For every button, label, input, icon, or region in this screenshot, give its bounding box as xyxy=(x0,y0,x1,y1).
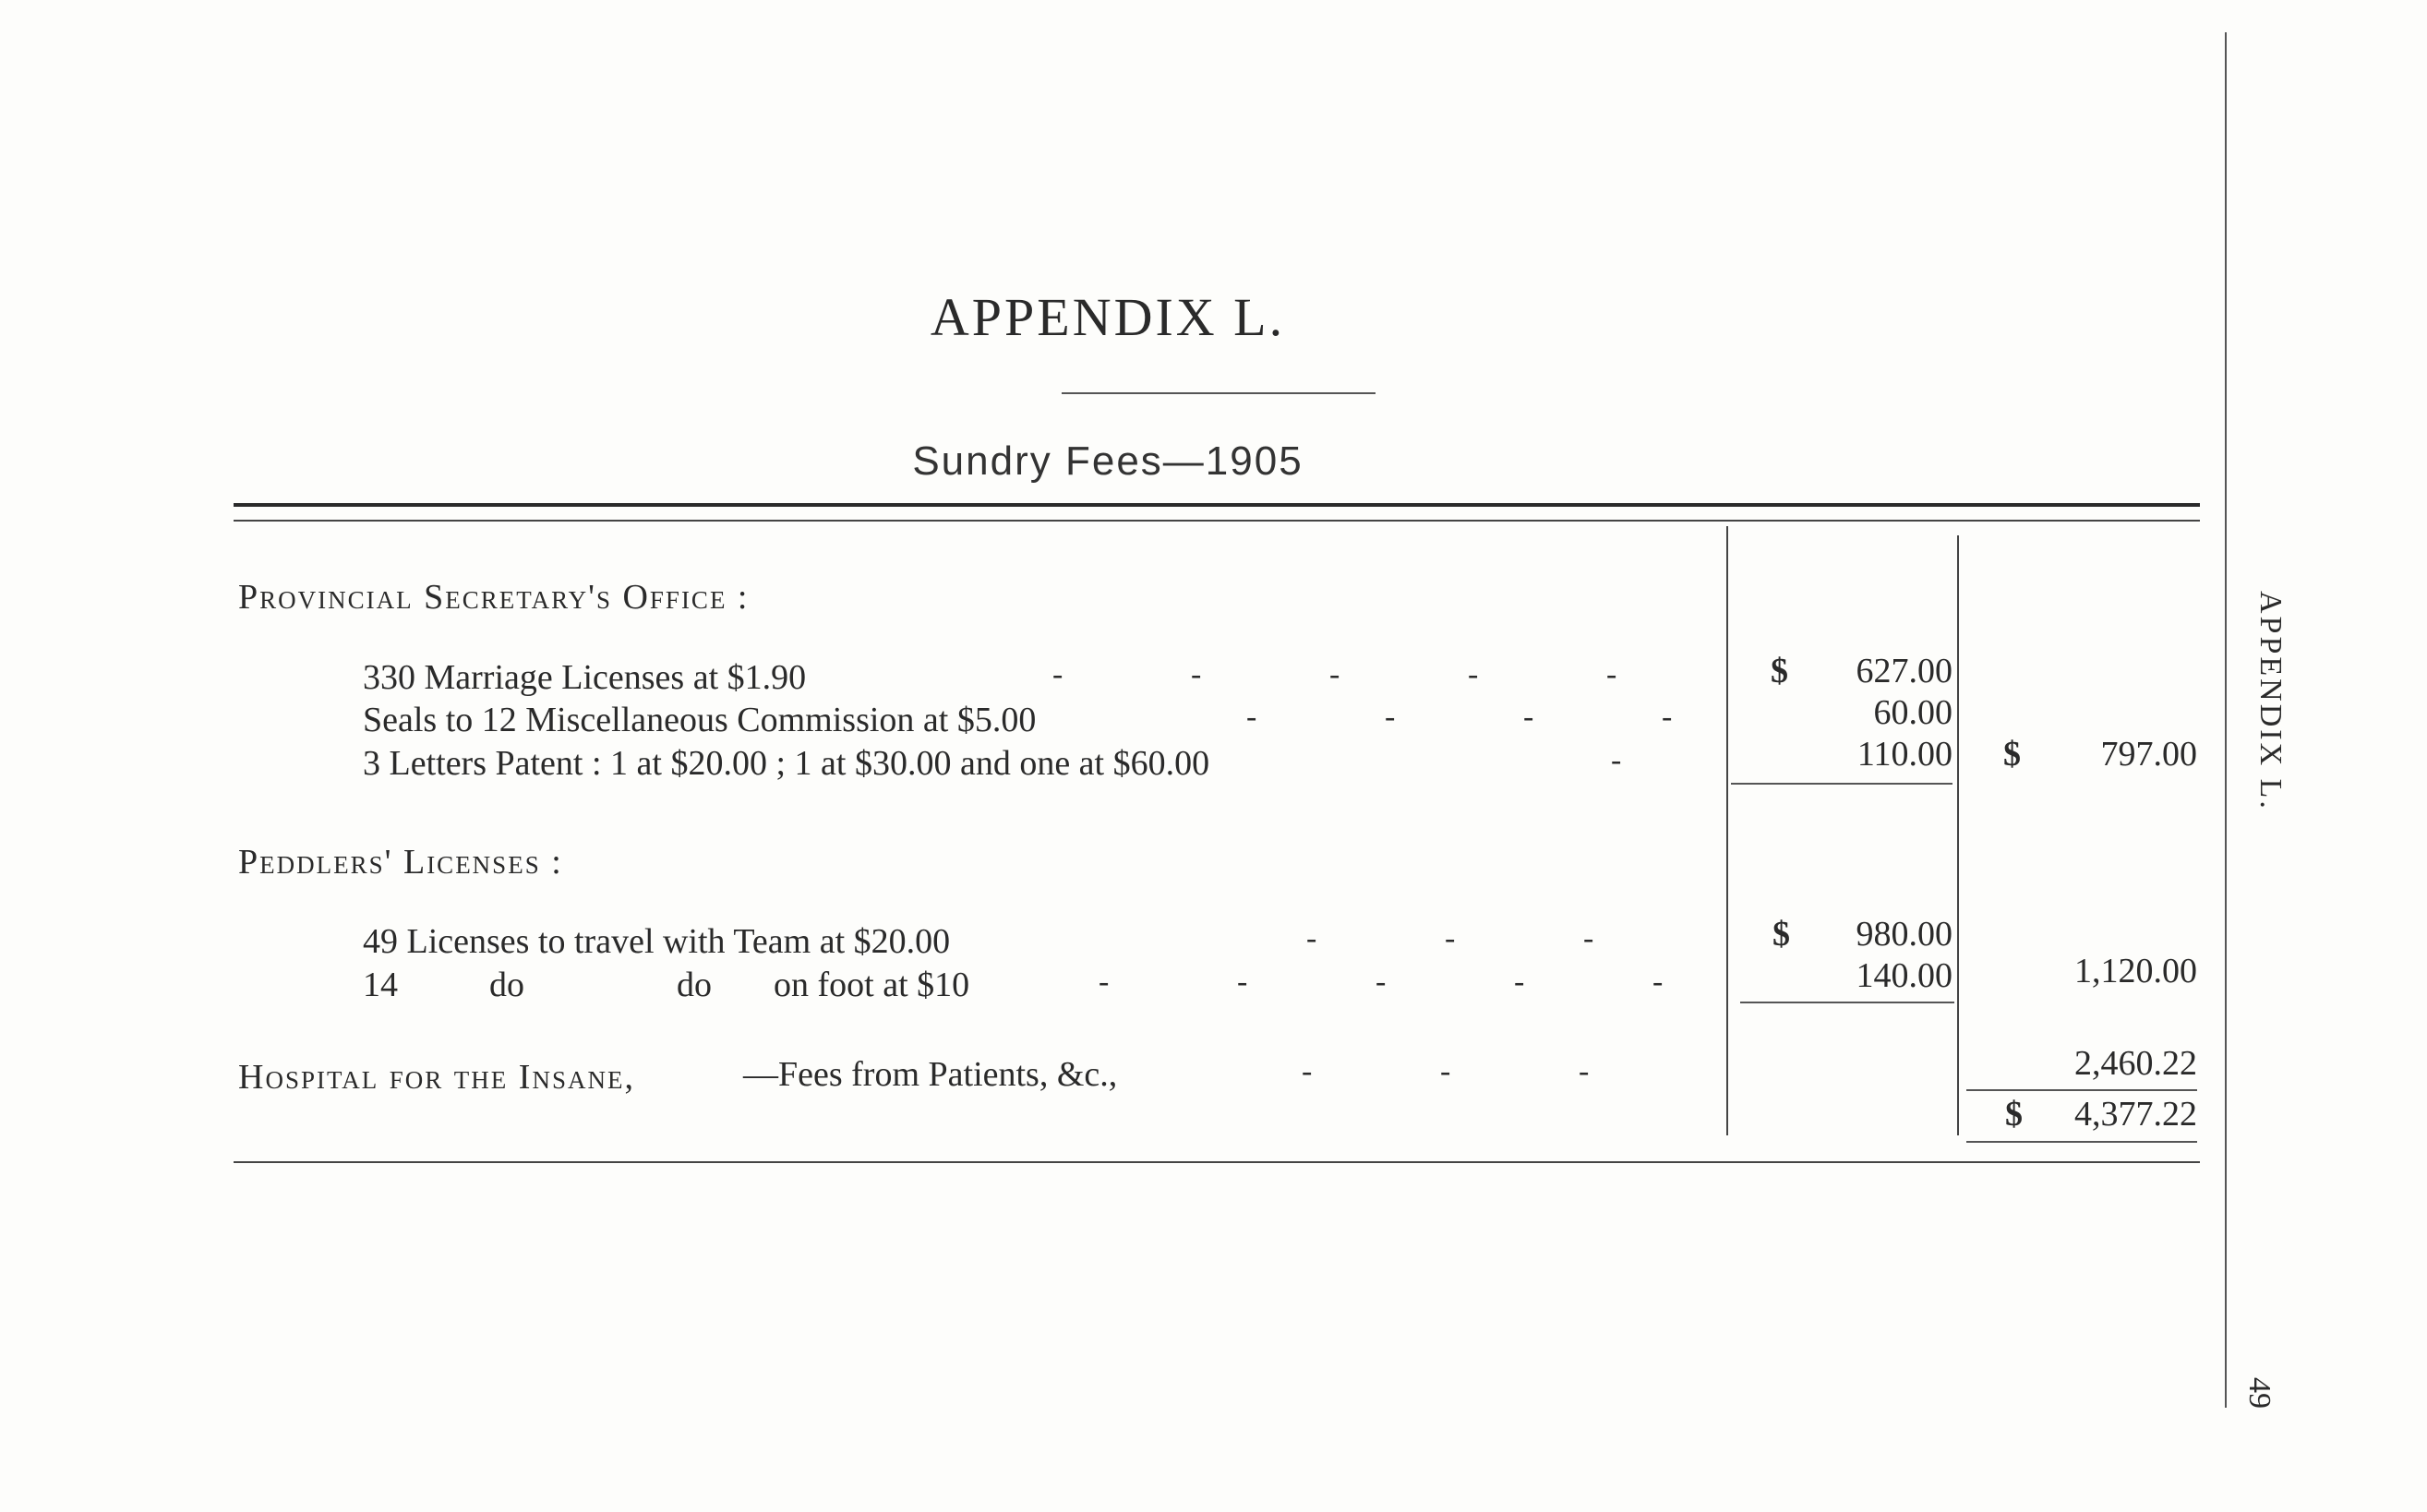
leader-dash: - xyxy=(1440,1054,1451,1088)
title-divider xyxy=(1062,392,1376,394)
line-item-label: —Fees from Patients, &c., xyxy=(743,1055,1118,1094)
section-heading-peddlers: Peddlers' Licenses : xyxy=(238,843,563,882)
line-item-label: 330 Marriage Licenses at $1.90 xyxy=(363,658,807,697)
line-item-count: 14 xyxy=(363,966,398,1004)
table-top-rule-thin xyxy=(234,520,2200,522)
currency-symbol: $ xyxy=(2003,735,2021,774)
leader-dash: - xyxy=(1579,1054,1590,1088)
page-margin-rule xyxy=(2225,32,2227,1408)
running-head: APPENDIX L. xyxy=(2253,591,2288,811)
currency-symbol: $ xyxy=(2005,1095,2023,1134)
grand-total: 4,377.22 xyxy=(2074,1095,2197,1134)
section-total: 1,120.00 xyxy=(2074,952,2197,990)
line-item-amount: 627.00 xyxy=(1856,652,1952,690)
leader-dash: - xyxy=(1662,700,1673,734)
leader-dash: - xyxy=(1302,1054,1313,1088)
table-bottom-rule xyxy=(234,1161,2200,1163)
leader-dash: - xyxy=(1652,965,1664,999)
page-title: APPENDIX L. xyxy=(930,287,1286,347)
column-divider-1 xyxy=(1726,526,1728,1135)
leader-dash: - xyxy=(1099,965,1110,999)
leader-dash: - xyxy=(1191,657,1202,691)
leader-dash: - xyxy=(1445,921,1456,955)
line-item-amount: 140.00 xyxy=(1856,956,1952,995)
leader-dash: - xyxy=(1329,657,1340,691)
total-rule xyxy=(1966,1089,2197,1091)
table-top-rule xyxy=(234,503,2200,507)
leader-dash: - xyxy=(1523,700,1534,734)
section-heading-provincial: Provincial Secretary's Office : xyxy=(238,578,750,617)
leader-dash: - xyxy=(1052,657,1063,691)
leader-dash: - xyxy=(1468,657,1479,691)
leader-dash: - xyxy=(1237,965,1248,999)
section-total: 797.00 xyxy=(2100,735,2197,774)
currency-symbol: $ xyxy=(1772,915,1790,954)
leader-dash: - xyxy=(1385,700,1396,734)
total-underline xyxy=(1966,1141,2197,1143)
subtotal-rule xyxy=(1731,783,1952,785)
line-item-label: on foot at $10 xyxy=(774,966,970,1004)
ditto-mark: do xyxy=(677,966,712,1004)
leader-dash: - xyxy=(1246,700,1257,734)
leader-dash: - xyxy=(1514,965,1525,999)
line-item-amount: 980.00 xyxy=(1856,915,1952,954)
line-item-label: 49 Licenses to travel with Team at $20.00 xyxy=(363,922,951,961)
ditto-mark: do xyxy=(489,966,524,1004)
line-item-label: Seals to 12 Miscellaneous Commission at $5.00 xyxy=(363,701,1037,739)
line-item-amount: 60.00 xyxy=(1873,693,1952,732)
leader-dash: - xyxy=(1306,921,1317,955)
line-item-amount: 110.00 xyxy=(1856,735,1952,774)
leader-dash: - xyxy=(1376,965,1387,999)
leader-dash: - xyxy=(1611,743,1622,777)
line-item-label: 3 Letters Patent : 1 at $20.00 ; 1 at $30.00 and one at $60.00 xyxy=(363,744,1210,783)
section-total: 2,460.22 xyxy=(2074,1044,2197,1083)
page-subtitle: Sundry Fees—1905 xyxy=(912,438,1304,484)
currency-symbol: $ xyxy=(1771,652,1788,690)
column-divider-2 xyxy=(1957,535,1959,1135)
section-heading-hospital: Hospital for the Insane, xyxy=(238,1058,635,1097)
leader-dash: - xyxy=(1606,657,1617,691)
page-number: 49 xyxy=(2242,1377,2277,1409)
leader-dash: - xyxy=(1583,921,1594,955)
subtotal-rule xyxy=(1740,1002,1954,1003)
